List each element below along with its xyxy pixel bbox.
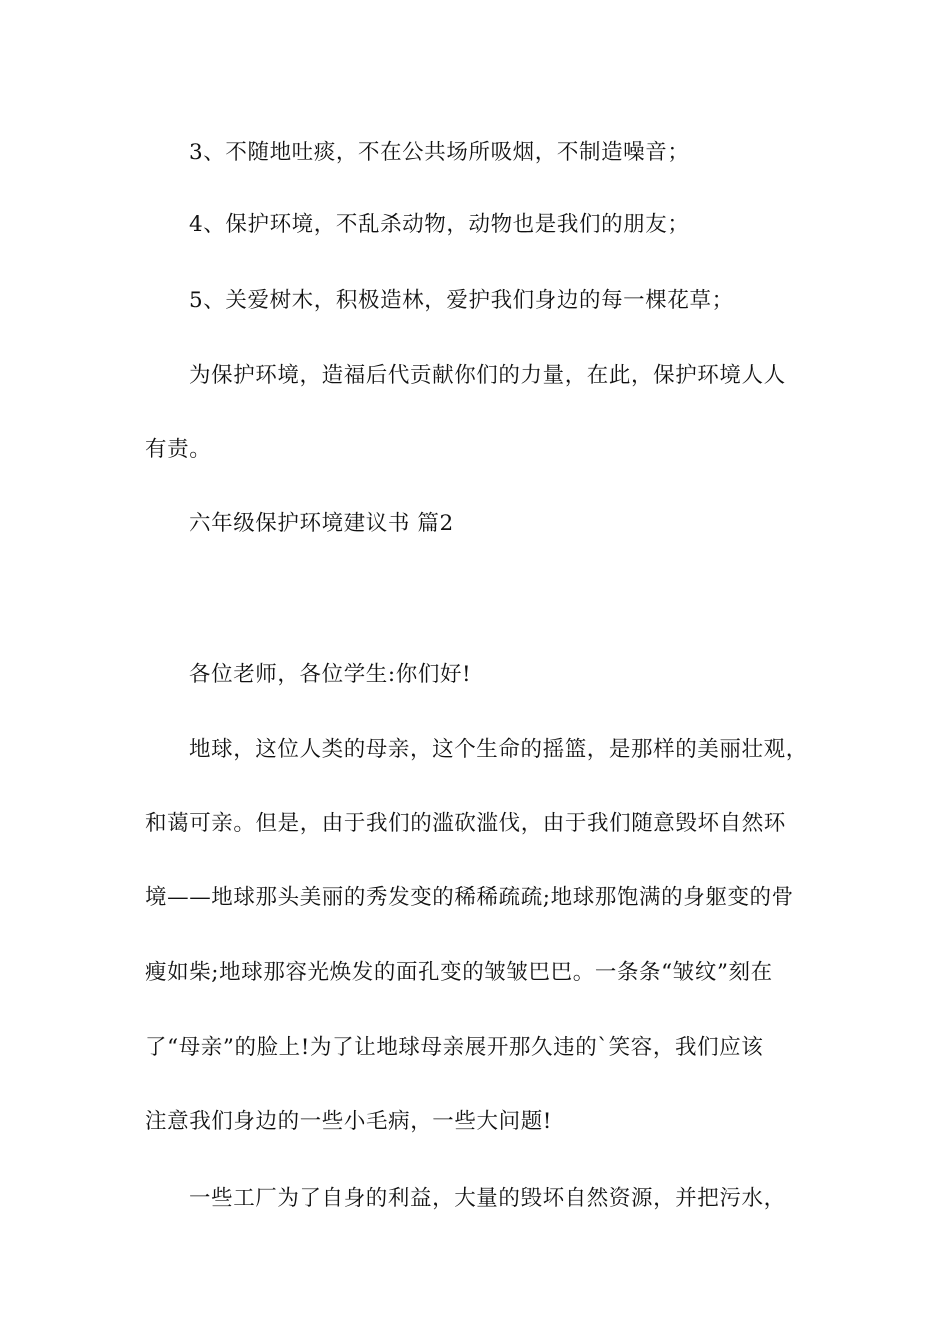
list-item: 5、关爱树木，积极造林，爱护我们身边的每一棵花草；	[189, 288, 734, 313]
list-item: 3、不随地吐痰，不在公共场所吸烟，不制造噪音；	[189, 140, 690, 165]
section-heading: 六年级保护环境建议书 篇2	[189, 511, 454, 536]
paragraph-line: 境——地球那头美丽的秀发变的稀稀疏疏;地球那饱满的身躯变的骨	[145, 885, 794, 910]
paragraph-line: 瘦如柴;地球那容光焕发的面孔变的皱皱巴巴。一条条“皱纹”刻在	[145, 960, 773, 985]
list-item: 4、保护环境，不乱杀动物，动物也是我们的朋友；	[189, 212, 690, 237]
paragraph-line: 一些工厂为了自身的利益，大量的毁坏自然资源，并把污水，	[189, 1186, 786, 1211]
greeting: 各位老师，各位学生:你们好!	[189, 662, 472, 687]
closing-paragraph-line: 为保护环境，造福后代贡献你们的力量，在此，保护环境人人	[189, 363, 786, 388]
paragraph-line: 和蔼可亲。但是，由于我们的滥砍滥伐，由于我们随意毁坏自然环	[145, 811, 786, 836]
paragraph-line: 了“母亲”的脸上!为了让地球母亲展开那久违的`笑容，我们应该	[145, 1035, 764, 1060]
paragraph-line: 地球，这位人类的母亲，这个生命的摇篮，是那样的美丽壮观，	[189, 737, 808, 762]
closing-paragraph-line: 有责。	[145, 437, 212, 462]
paragraph-line: 注意我们身边的一些小毛病，一些大问题!	[145, 1109, 553, 1134]
